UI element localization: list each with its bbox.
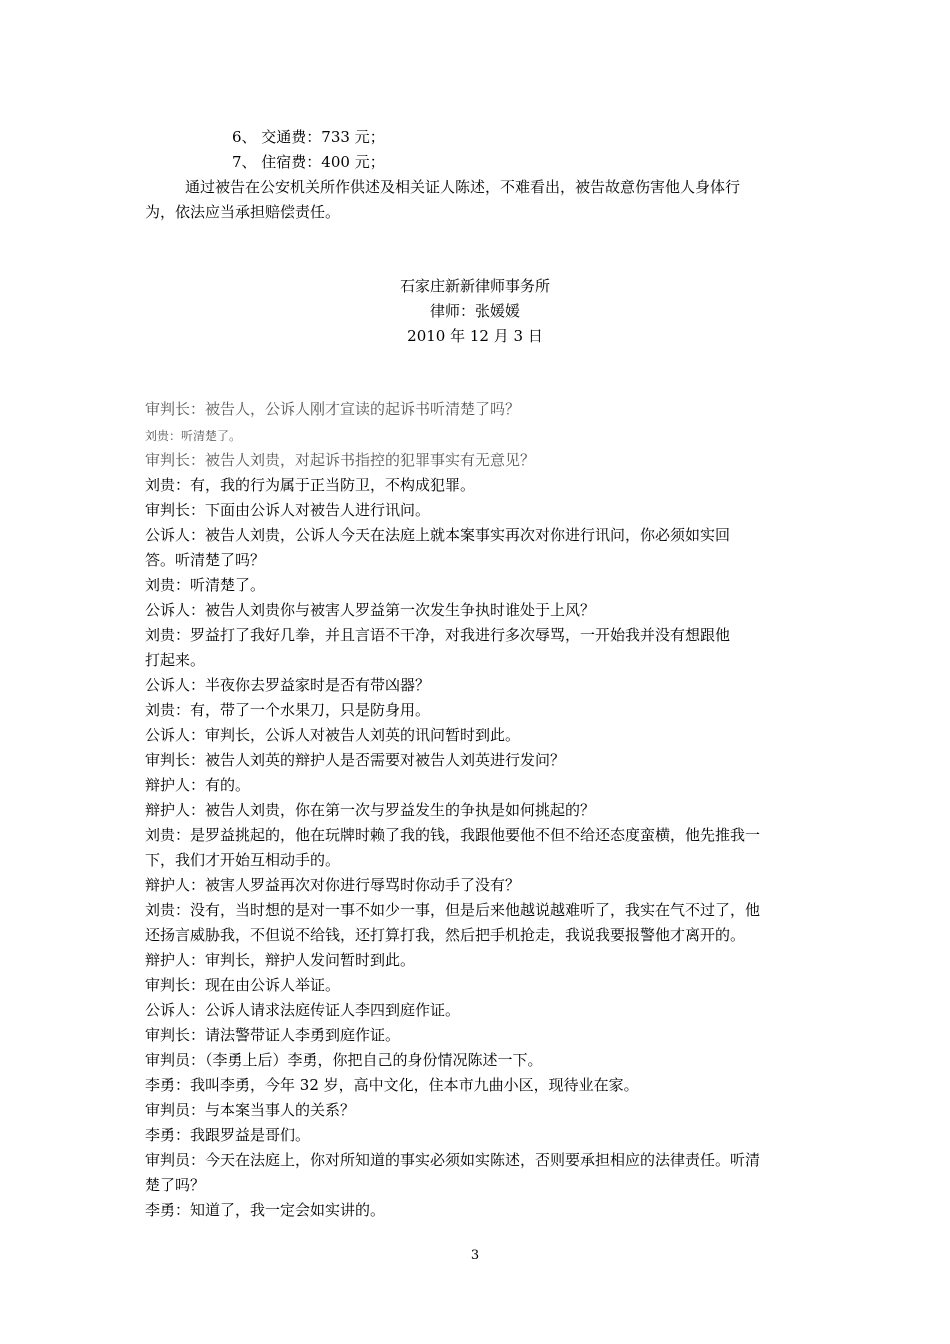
transcript-line: 公诉人：半夜你去罗益家时是否有带凶器？ — [145, 676, 431, 694]
paragraph-line-2: 为，依法应当承担赔偿责任。 — [145, 203, 341, 221]
transcript-line: 刘贵：有，带了一个水果刀，只是防身用。 — [145, 701, 431, 719]
transcript-line: 审判长：下面由公诉人对被告人进行讯问。 — [145, 501, 431, 519]
transcript-line: 审判员：与本案当事人的关系？ — [145, 1101, 356, 1119]
transcript-line: 刘贵：听清楚了。 — [145, 576, 266, 594]
transcript-line: 审判员：今天在法庭上，你对所知道的事实必须如实陈述，否则要承担相应的法律责任。听清 — [145, 1151, 761, 1169]
transcript-line: 打起来。 — [145, 651, 206, 669]
signature-lawyer: 律师：张媛媛 — [429, 302, 520, 320]
transcript-line: 楚了吗？ — [145, 1176, 206, 1194]
transcript-line: 公诉人：审判长，公诉人对被告人刘英的讯问暂时到此。 — [145, 726, 521, 744]
transcript-line: 审判长：被告人刘贵，对起诉书指控的犯罪事实有无意见？ — [145, 451, 536, 469]
transcript-line: 审判员：（李勇上后）李勇，你把自己的身份情况陈述一下。 — [145, 1051, 543, 1069]
transcript-line: 辩护人：审判长，辩护人发问暂时到此。 — [145, 951, 416, 969]
transcript-line: 下，我们才开始互相动手的。 — [145, 851, 341, 869]
transcript-line: 刘贵：听清楚了。 — [145, 429, 242, 443]
transcript-line: 公诉人：公诉人请求法庭传证人李四到庭作证。 — [145, 1001, 461, 1019]
transcript-line: 辩护人：被告人刘贵，你在第一次与罗益发生的争执是如何挑起的？ — [145, 801, 596, 819]
transcript-line: 还扬言威胁我，不但说不给钱，还打算打我，然后把手机抢走，我说我要报警他才离开的。 — [145, 926, 746, 944]
transcript-line: 辩护人：有的。 — [145, 776, 251, 794]
transcript-line: 公诉人：被告人刘贵你与被害人罗益第一次发生争执时谁处于上风？ — [145, 601, 596, 619]
transcript-line: 刘贵：是罗益挑起的，他在玩牌时赖了我的钱，我跟他要他不但不给还态度蛮横，他先推我一 — [145, 826, 761, 844]
transcript-line: 审判长：被告人刘英的辩护人是否需要对被告人刘英进行发问？ — [145, 751, 566, 769]
signature-date: 2010 年 12 月 3 日 — [407, 327, 543, 345]
transcript-line: 刘贵：罗益打了我好几拳，并且言语不干净，对我进行多次辱骂，一开始我并没有想跟他 — [145, 626, 731, 644]
transcript-line: 辩护人：被害人罗益再次对你进行辱骂时你动手了没有？ — [145, 876, 521, 894]
transcript-line: 刘贵：有，我的行为属于正当防卫，不构成犯罪。 — [145, 476, 476, 494]
transcript-line: 刘贵：没有，当时想的是对一事不如少一事，但是后来他越说越难听了，我实在气不过了，他 — [145, 901, 761, 919]
page-number: 3 — [470, 1248, 480, 1263]
transcript-line: 李勇：我跟罗益是哥们。 — [145, 1126, 311, 1144]
transcript-line: 答。听清楚了吗？ — [145, 551, 266, 569]
transcript-line: 公诉人：被告人刘贵，公诉人今天在法庭上就本案事实再次对你进行讯问，你必须如实回 — [145, 526, 731, 544]
transcript-line: 审判长：请法警带证人李勇到庭作证。 — [145, 1026, 401, 1044]
fee-item-transport: 6、 交通费：733 元； — [232, 128, 385, 146]
transcript-line: 审判长：现在由公诉人举证。 — [145, 976, 341, 994]
paragraph-line-1: 通过被告在公安机关所作供述及相关证人陈述，不难看出，被告故意伤害他人身体行 — [185, 178, 741, 196]
signature-firm: 石家庄新新律师事务所 — [399, 277, 550, 295]
transcript-line: 审判长：被告人，公诉人刚才宣读的起诉书听清楚了吗？ — [145, 400, 521, 418]
transcript-line: 李勇：我叫李勇，今年 32 岁，高中文化，住本市九曲小区，现待业在家。 — [145, 1076, 639, 1094]
transcript-line: 李勇：知道了，我一定会如实讲的。 — [145, 1201, 386, 1219]
fee-item-lodging: 7、 住宿费：400 元； — [232, 153, 385, 171]
